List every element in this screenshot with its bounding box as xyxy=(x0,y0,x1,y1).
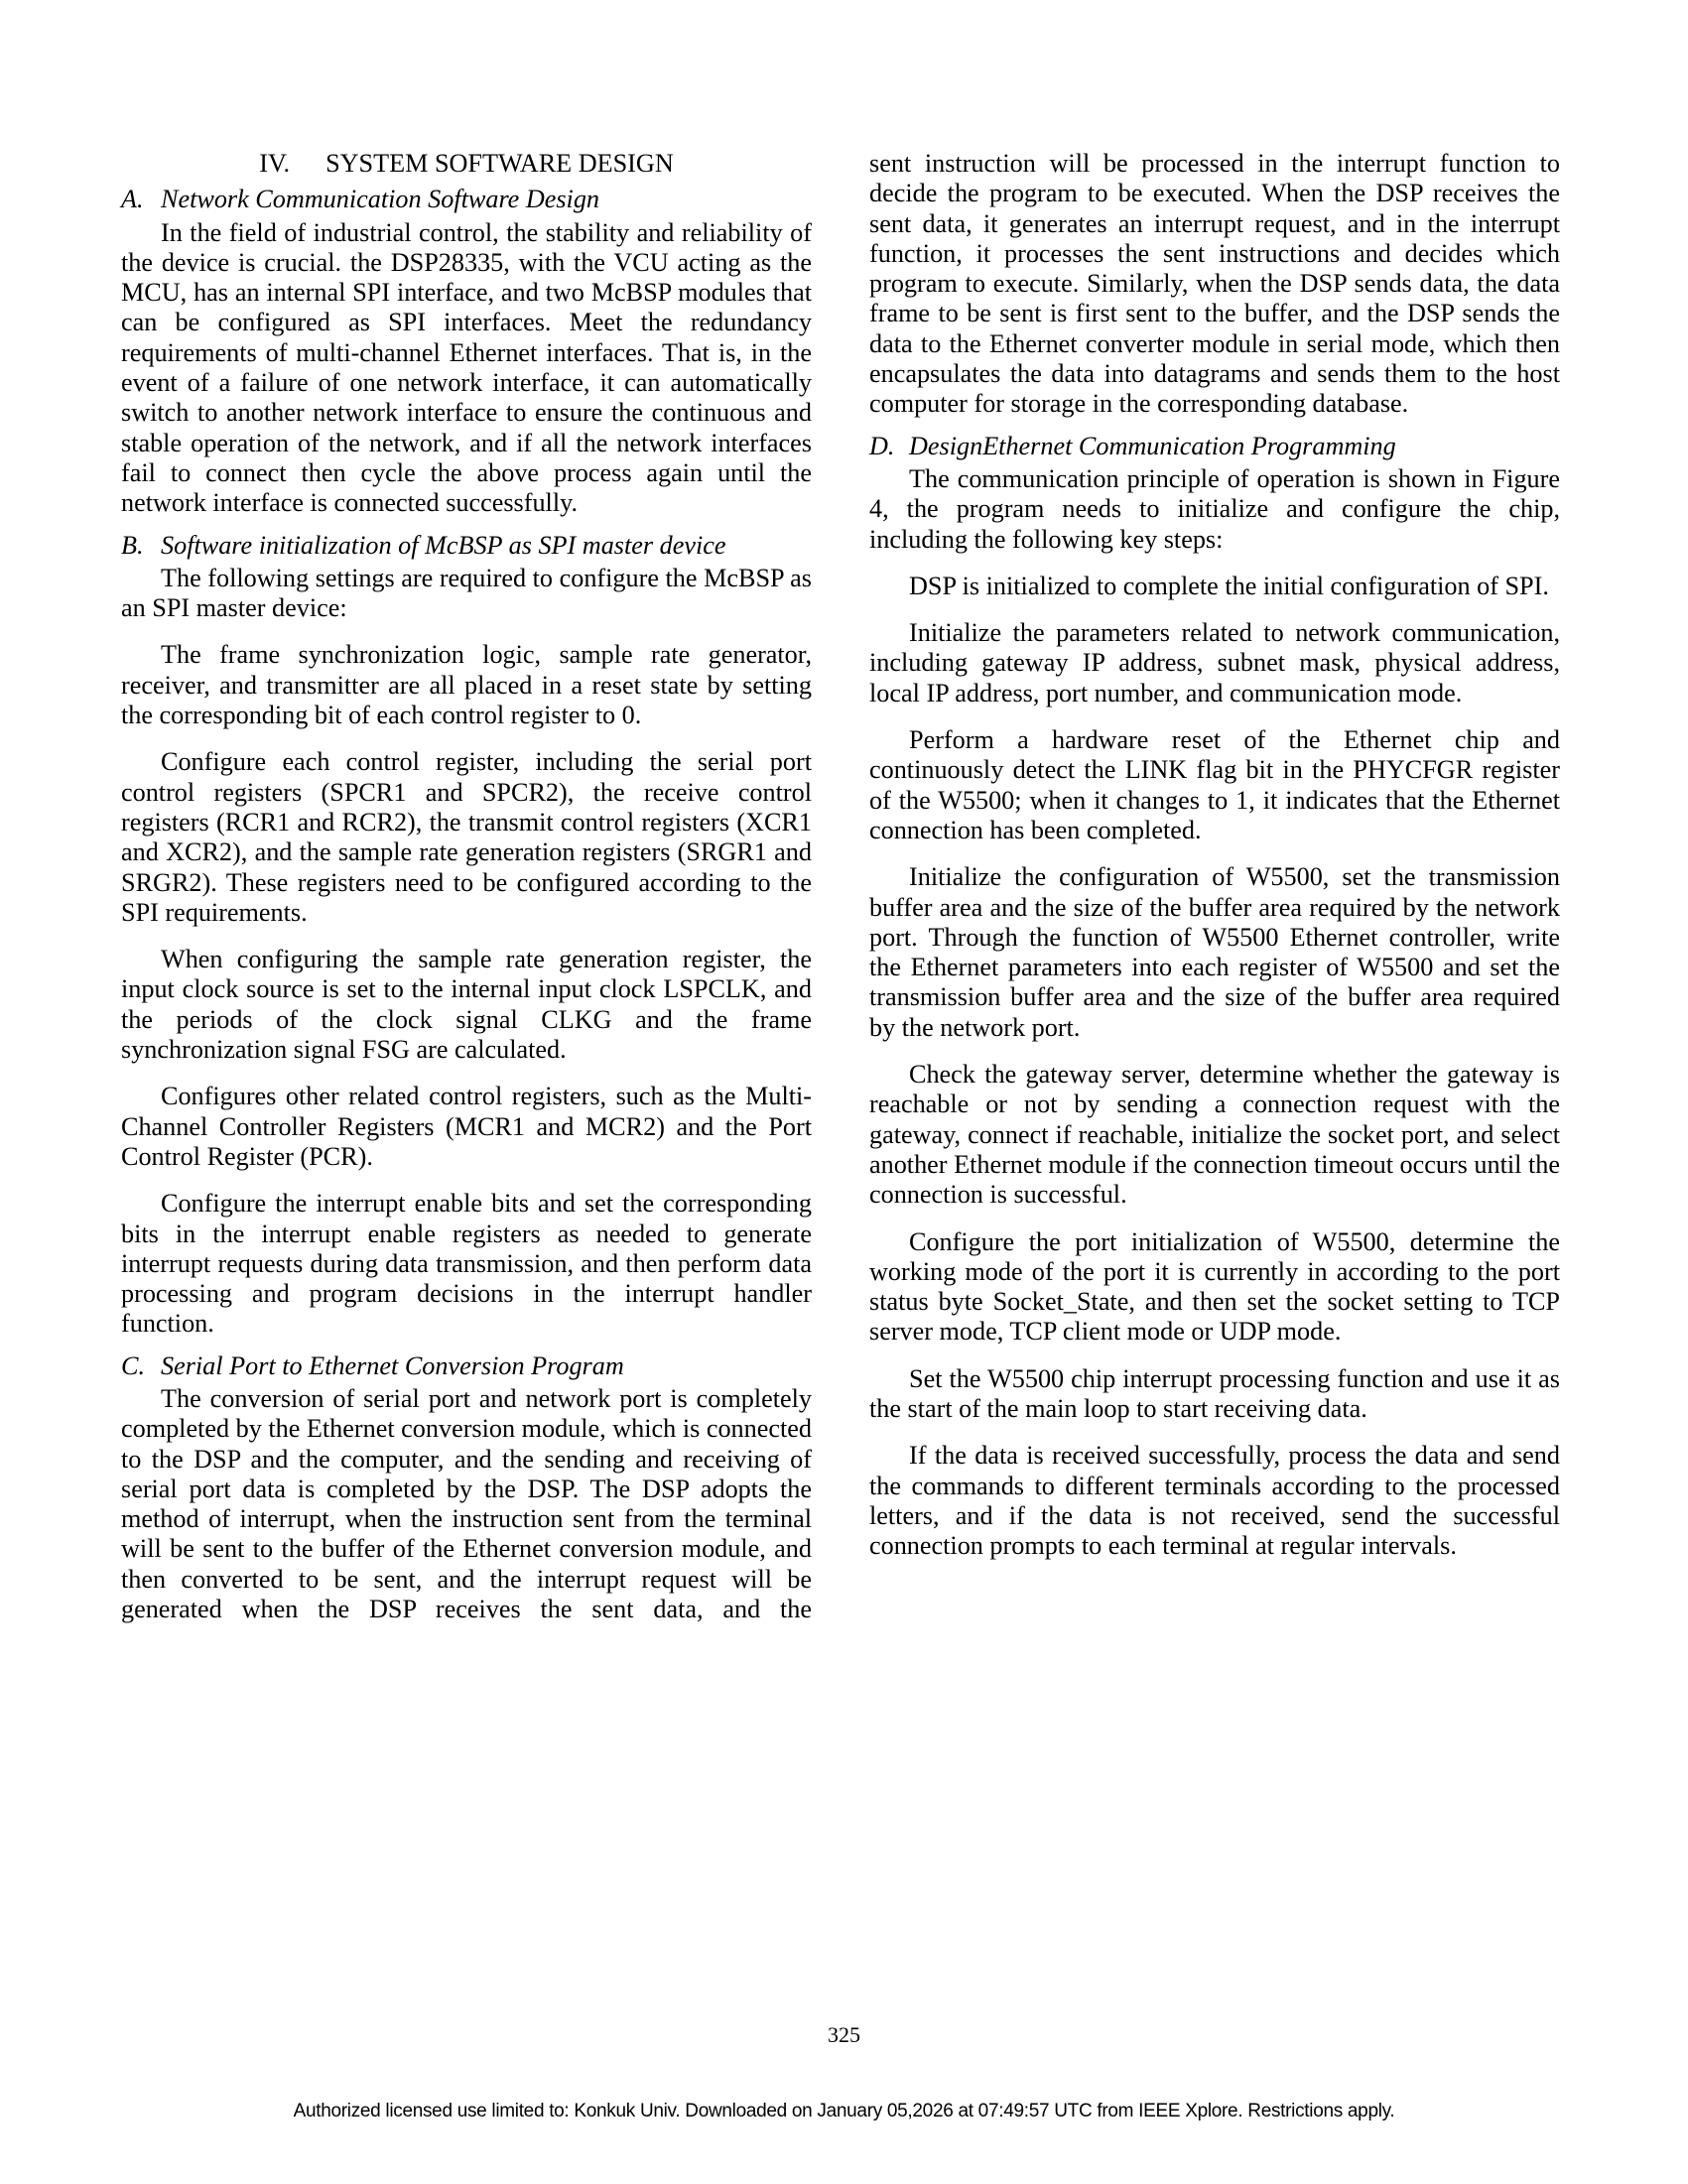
paragraph: When configuring the sample rate generation register, the input clock source is set to the internal input clock LSPCLK, and the periods of the clock signal CLKG and the frame synchronization signal FSG are calculated. xyxy=(121,945,812,1065)
license-footer: Authorized licensed use limited to: Konkuk Univ. Downloaded on January 05,2026 at 07:49:57 UTC from IEEE Xplore. Restrictions apply. xyxy=(293,2101,1395,2121)
subsection-title: Serial Port to Ethernet Conversion Program xyxy=(161,1350,624,1380)
paragraph: Check the gateway server, determine whether the gateway is reachable or not by sending a connection request with the gateway, connect if reachable, initialize the socket port, and select another Ethernet module if the connection timeout occurs until the connection is successful. xyxy=(869,1060,1560,1210)
subsection-heading-a xyxy=(121,185,812,214)
left-column xyxy=(121,149,812,1624)
paragraph: The conversion of serial port and network port is completely completed by the Ethernet conversion module, which is connected to the DSP and the computer, and the sending and receiving of serial port data is completed by the DSP. The DSP adopts the method of interrupt, when the instruction sent from the terminal will be sent to the buffer of the Ethernet conversion module, and then converted to be sent, and the interrupt request will be generated when the DSP receives the sent data, and the xyxy=(121,1383,812,1624)
section-title: SYSTEM SOFTWARE DESIGN xyxy=(325,149,674,178)
paragraph: DSP is initialized to complete the initial configuration of SPI. xyxy=(909,571,1549,600)
section-heading xyxy=(121,149,812,179)
paragraph: Initialize the parameters related to network communication, including gateway IP address, subnet mask, physical address, local IP address, port number, and communication mode. xyxy=(869,618,1560,707)
subsection-heading-d xyxy=(869,432,1560,461)
subsection-title: Software initialization of McBSP as SPI master device xyxy=(161,530,726,560)
paragraph: Configure each control register, including the serial port control registers (SPCR1 and SPCR2), the receive control registers (RCR1 and RCR2), the transmit control registers (XCR1 and XCR2), and the sample rate generation registers (SRGR1 and SRGR2). These registers need to be configured according to the SPI requirements. xyxy=(121,747,812,927)
paragraph: Initialize the configuration of W5500, set the transmission buffer area and the size of the buffer area required by the network port. Through the function of W5500 Ethernet controller, write the Ethernet parameters into each register of W5500 and set the transmission buffer area and the size of the buffer area required by the network port. xyxy=(869,862,1560,1042)
subsection-letter: C. xyxy=(121,1350,146,1380)
right-column xyxy=(869,149,1560,1561)
paragraph: If the data is received successfully, process the data and send the commands to different terminals according to the processed letters, and if the data is not received, send the successful connection prompts to each terminal at regular intervals. xyxy=(869,1441,1560,1561)
paragraph: Configure the port initialization of W5500, determine the working mode of the port it is currently in according to the port status byte Socket_State, and then set the socket setting to TCP server mode, TCP client mode or UDP mode. xyxy=(869,1226,1560,1347)
subsection-title: Network Communication Software Design xyxy=(161,185,600,214)
page-number: 325 xyxy=(828,2022,860,2047)
subsection-letter: D. xyxy=(869,431,895,460)
subsection-letter: B. xyxy=(121,530,144,560)
paragraph: In the field of industrial control, the stability and reliability of the device is crucial. the DSP28335, with the VCU acting as the MCU, has an internal SPI interface, and two McBSP modules that can be configured as SPI interfaces. Meet the redundancy requirements of multi-channel Ethernet interfaces. That is, in the event of a failure of one network interface, it can automatically switch to another network interface to ensure the continuous and stable operation of the network, and if all the network interfaces fail to connect then cycle the above process again until the network interface is connected successfully. xyxy=(121,217,812,518)
subsection-heading-c xyxy=(121,1351,812,1381)
subsection-heading-b xyxy=(121,531,812,561)
subsection-letter: A. xyxy=(121,185,144,214)
paragraph: The following settings are required to configure the McBSP as an SPI master device: xyxy=(121,563,812,623)
paragraph: The frame synchronization logic, sample rate generator, receiver, and transmitter are all placed in a reset state by setting the corresponding bit of each control register to 0. xyxy=(121,640,812,730)
paragraph: The communication principle of operation is shown in Figure 4, the program needs to initialize and configure the chip, including the following key steps: xyxy=(869,463,1560,554)
subsection-title: DesignEthernet Communication Programming xyxy=(909,431,1396,460)
paragraph: Set the W5500 chip interrupt processing function and use it as the start of the main loop to start receiving data. xyxy=(869,1363,1560,1423)
paragraph-continued: sent instruction will be processed in the interrupt function to decide the program to be executed. When the DSP receives the sent data, it generates an interrupt request, and in the interrupt function, it processes the sent instructions and decides which program to execute. Similarly, when the DSP sends data, the data frame to be sent is first sent to the buffer, and the DSP sends the data to the Ethernet converter module in serial mode, which then encapsulates the data into datagrams and sends them to the host computer for storage in the corresponding database. xyxy=(869,149,1560,419)
section-number: IV. xyxy=(259,149,291,178)
paragraph: Perform a hardware reset of the Ethernet chip and continuously detect the LINK flag bit in the PHYCFGR register of the W5500; when it changes to 1, it indicates that the Ethernet connection has been completed. xyxy=(869,725,1560,844)
paragraph: Configure the interrupt enable bits and set the corresponding bits in the interrupt enable registers as needed to generate interrupt requests during data transmission, and then perform data processing and program decisions in the interrupt handler function. xyxy=(121,1189,812,1339)
paragraph: Configures other related control registers, such as the Multi-Channel Controller Registers (MCR1 and MCR2) and the Port Control Register (PCR). xyxy=(121,1082,812,1171)
